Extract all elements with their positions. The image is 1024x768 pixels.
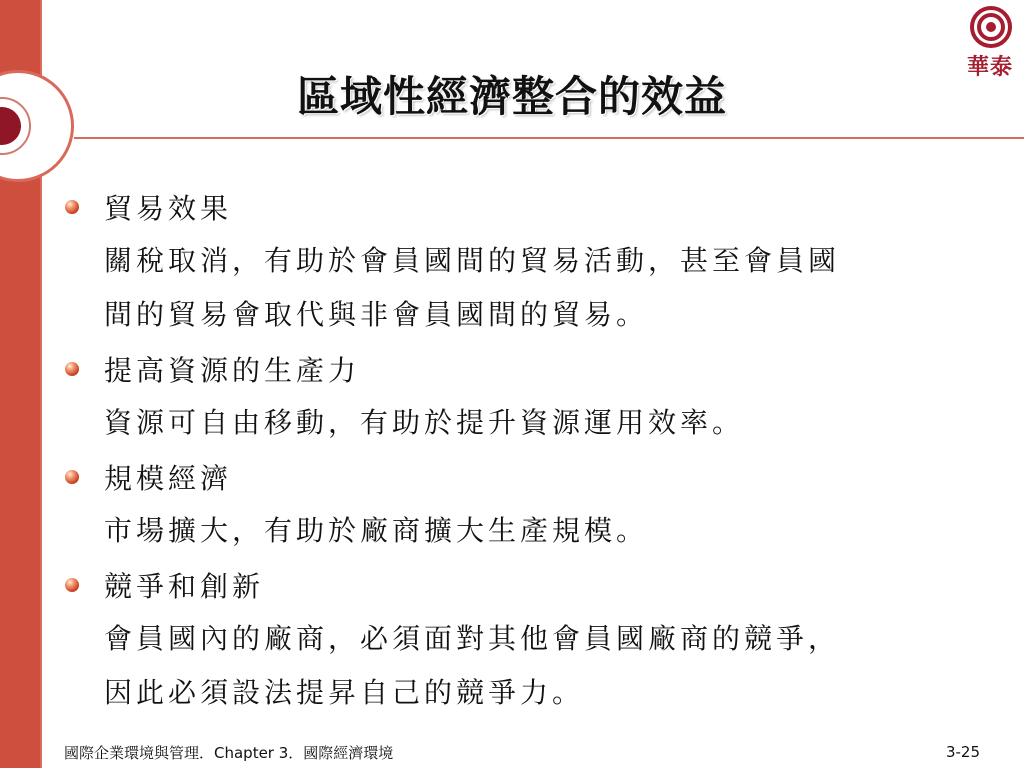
- bullet-body: [104, 396, 974, 450]
- bullet-body: [104, 612, 974, 720]
- publisher-logo-icon: [970, 6, 1012, 48]
- bullet-heading-row: [64, 558, 974, 612]
- footer-page-number: 3-25: [945, 743, 980, 761]
- bullet-body: [104, 234, 974, 342]
- body-line: 關稅取消，有助於會員國間的貿易活動，甚至會員國: [104, 244, 841, 277]
- bullet-icon: [64, 361, 80, 377]
- bullet-item: [64, 180, 974, 342]
- title-divider: [74, 137, 1024, 139]
- slide-title: 區域性經濟整合的效益: [296, 72, 727, 121]
- footer-course-title: 國際企業環境與管理．Chapter 3．國際經濟環境: [64, 744, 394, 762]
- bullet-icon: [64, 469, 80, 485]
- bullet-icon: [64, 199, 80, 215]
- bullet-item: [64, 558, 974, 720]
- publisher-logo-text: 華泰: [966, 55, 1013, 80]
- bullet-heading-row: [64, 342, 974, 396]
- bullet-item: [64, 450, 974, 558]
- bullet-title: 規模經濟: [104, 462, 233, 495]
- body-line: 因此必須設法提昇自己的競爭力。: [104, 676, 585, 709]
- body-line: 市場擴大，有助於廠商擴大生產規模。: [104, 514, 649, 547]
- bullet-heading-row: [64, 180, 974, 234]
- bullet-icon: [64, 577, 80, 593]
- bullet-title: 提高資源的生產力: [104, 354, 361, 387]
- bullet-content: [64, 180, 974, 720]
- bullet-item: [64, 342, 974, 450]
- body-line: 會員國內的廠商，必須面對其他會員國廠商的競爭，: [104, 622, 841, 655]
- bullet-heading-row: [64, 450, 974, 504]
- body-line: 間的貿易會取代與非會員國間的貿易。: [104, 298, 649, 331]
- body-line: 資源可自由移動，有助於提升資源運用效率。: [104, 406, 745, 439]
- bullet-title: 競爭和創新: [104, 570, 265, 603]
- bullet-body: [104, 504, 974, 558]
- bullet-title: 貿易效果: [104, 192, 233, 225]
